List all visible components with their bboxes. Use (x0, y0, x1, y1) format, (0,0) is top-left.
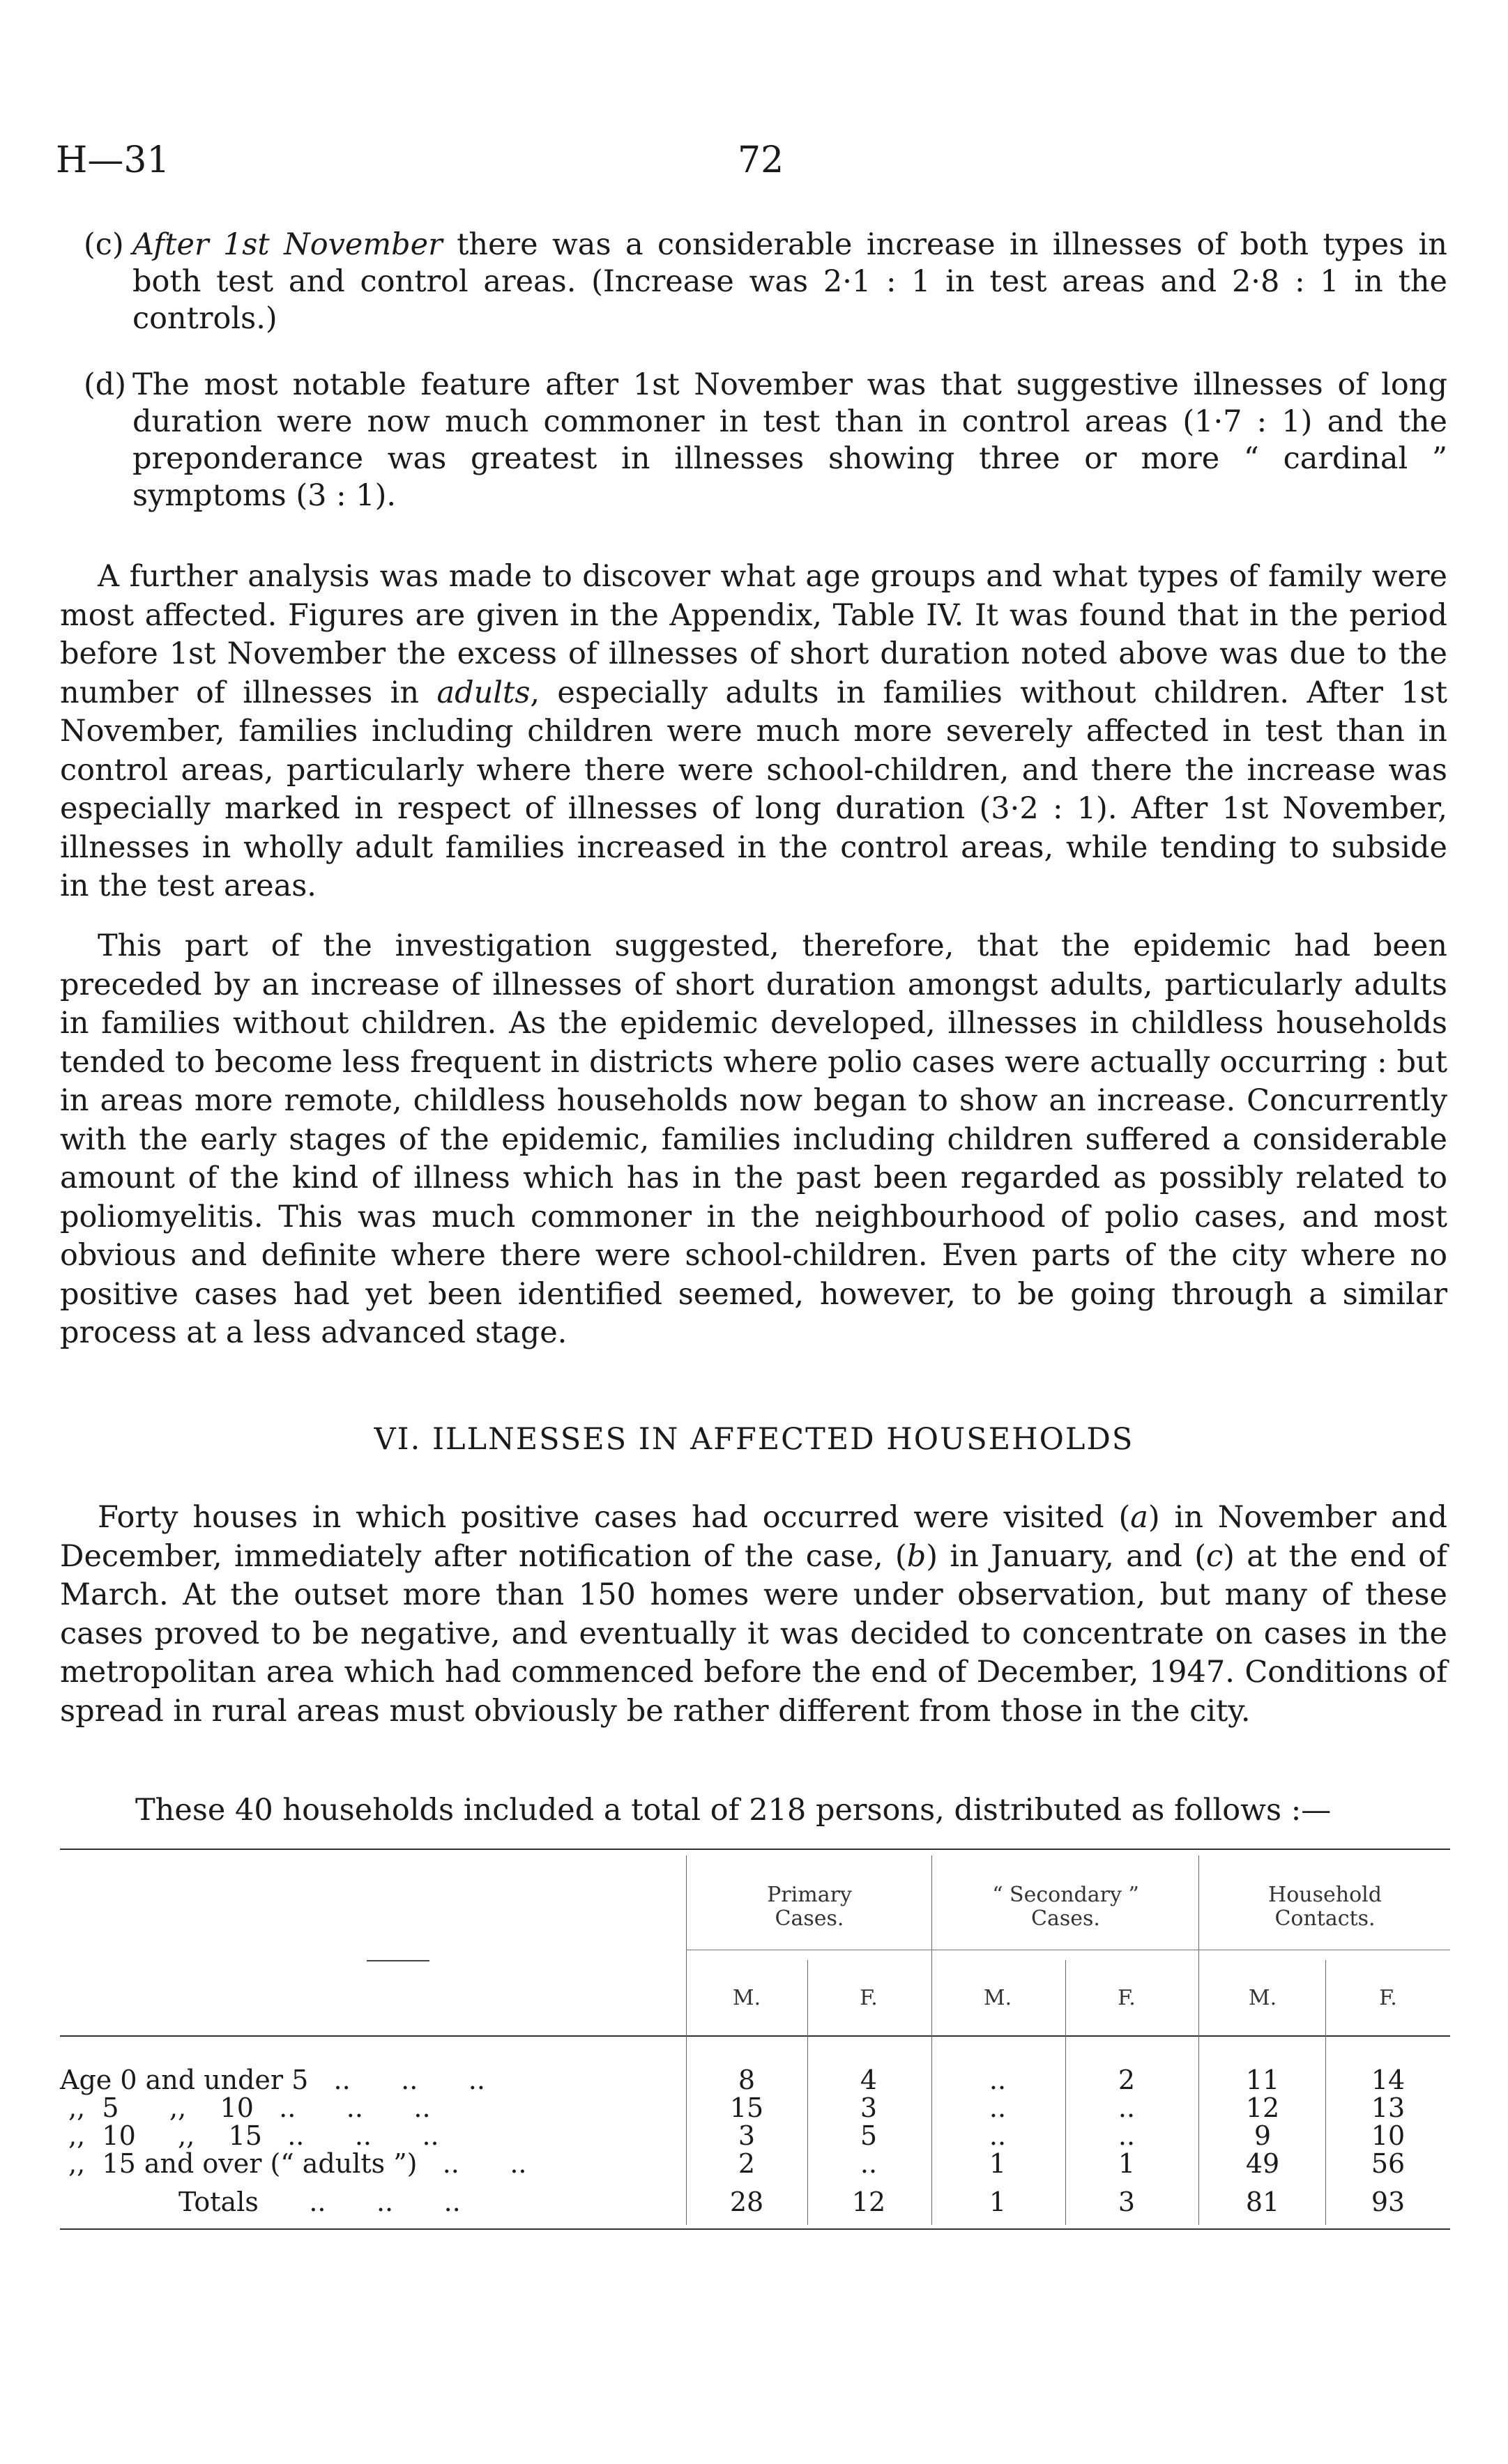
table-cell: .. (989, 2120, 1007, 2151)
group-line: Household (1268, 1883, 1382, 1907)
table-divider (686, 1855, 687, 2225)
table-cell: 5 (860, 2120, 878, 2151)
italic-letter: c (1206, 1538, 1224, 1574)
table-cell: .. (860, 2148, 878, 2179)
table-divider (807, 1960, 808, 2225)
group-line: “ Secondary ” (992, 1883, 1139, 1907)
totals-cell: 12 (851, 2187, 886, 2217)
table-cell: 12 (1245, 2092, 1280, 2123)
italic-letter: a (1130, 1500, 1148, 1535)
italic-letter: b (906, 1538, 927, 1574)
table-divider (1065, 1960, 1066, 2225)
table-cell: 1 (1118, 2148, 1136, 2179)
subhead: M. (983, 1986, 1012, 2010)
paragraph-text: ) in January, and ( (926, 1538, 1207, 1574)
list-item-d (84, 367, 1447, 514)
item-label: (c) (84, 227, 124, 262)
table-divider (1325, 1960, 1326, 2225)
paragraph-analysis (60, 558, 1447, 906)
totals-cell: 93 (1371, 2187, 1406, 2217)
table-cell: .. (1118, 2092, 1136, 2123)
table-cell: 2 (1118, 2065, 1136, 2095)
table-cell: .. (989, 2065, 1007, 2095)
table-cell: 3 (860, 2092, 878, 2123)
subhead: F. (860, 1986, 878, 2010)
section-code: H—31 (56, 139, 170, 181)
group-line: Contacts. (1274, 1906, 1376, 1931)
paragraph-text: ) at the end of March. At the outset more than 150 homes were under observation, but many of these cases proved to be negative, and eventually it was decided to concentrate on cases in the metropolitan area which had commenced before the end of December, 1947. Conditions of spread in rural areas must obviously be rather different from those in the city. (60, 1538, 1447, 1729)
totals-cell: 28 (729, 2187, 764, 2217)
totals-cell: 81 (1245, 2187, 1280, 2217)
group-header-secondary (933, 1883, 1198, 1931)
table-cell: 9 (1254, 2120, 1272, 2151)
table-cell: 3 (738, 2120, 756, 2151)
paragraph-distribution: These 40 households included a total of 218 persons, distributed as follows :— (135, 1793, 1332, 1828)
distribution-table (60, 1849, 1450, 2217)
table-cell: 14 (1371, 2065, 1406, 2095)
table-cell: 13 (1371, 2092, 1406, 2123)
row-label: Age 0 and under 5 .. .. .. (60, 2065, 485, 2095)
table-top-rule (60, 1849, 1450, 1850)
group-header-primary (687, 1883, 931, 1931)
table-cell: 1 (989, 2148, 1007, 2179)
subhead: F. (1118, 1986, 1136, 2010)
totals-cell: 3 (1118, 2187, 1136, 2217)
table-bottom-rule (60, 2228, 1450, 2230)
page-header (56, 139, 1450, 188)
group-line: Primary (767, 1883, 852, 1907)
table-cell: 2 (738, 2148, 756, 2179)
row-label: ,, 5 ,, 10 .. .. .. (60, 2092, 431, 2123)
paragraph-text: A further analysis was made to discover what age groups and what types of family were most affected. Figures are given in the Appendix, Table IV. It was found that in the period before 1st November the excess of illnesses of short duration noted above was due to the number of illnesses in (60, 559, 1447, 710)
table-cell: 56 (1371, 2148, 1406, 2179)
table-cell: 4 (860, 2065, 878, 2095)
row-label: ,, 10 ,, 15 .. .. .. (60, 2120, 439, 2151)
group-line: Cases. (775, 1906, 844, 1931)
italic-word: adults (436, 675, 531, 710)
table-cell: 49 (1245, 2148, 1280, 2179)
paragraph-households (60, 1499, 1447, 1731)
item-label: (d) (84, 367, 127, 402)
table-cell: 10 (1371, 2120, 1406, 2151)
row-label: ,, 15 and over (“ adults ”) .. .. (60, 2148, 527, 2179)
subhead: F. (1379, 1986, 1397, 2010)
paragraph-investigation: This part of the investigation suggested, therefore, that the epidemic had been preceded by an increase of illnesses of short duration amongst adults, particularly adults in families without children. As the epidemic developed, illnesses in childless households tended to become less frequent in districts where polio cases were actually occurring : but in areas more remote, childless households now began to show an increase. Concurrently with the early stages of the epidemic, families including children suffered a considerable amount of the kind of illness which has in the past been regarded as possibly related to poliomyelitis. This was much commoner in the neighbourhood of polio cases, and most obvious and definite where there were school-children. Even parts of the city where no positive cases had yet been identified seemed, however, to be going through a similar process at a less advanced stage. (60, 928, 1447, 1350)
list-item-c (84, 227, 1447, 337)
subhead: M. (732, 1986, 761, 2010)
paragraph-text: ) in November and December, immediately after notification of the case, ( (60, 1500, 1447, 1574)
italic-lead: After 1st November (132, 227, 443, 262)
table-cell: .. (1118, 2120, 1136, 2151)
group-line: Cases. (1031, 1906, 1100, 1931)
table-cell: 15 (729, 2092, 764, 2123)
item-text: The most notable feature after 1st November was that suggestive illnesses of long duration were now much commoner in test than in control areas (1·7 : 1) and the preponderance was greatest in illnesses showing three or more “ cardinal ” symptoms (3 : 1). (132, 367, 1447, 513)
table-divider (1198, 1855, 1199, 2225)
table-cell: 11 (1245, 2065, 1280, 2095)
table-header-rule (60, 2035, 1450, 2037)
totals-cell: 1 (989, 2187, 1007, 2217)
item-text: there was a considerable increase in illnesses of both types in both test and control areas. (Increase was 2·1 : 1 in test areas and 2·8 : 1 in the controls.) (132, 227, 1447, 336)
subhead: M. (1248, 1986, 1277, 2010)
paragraph-text: Forty houses in which positive cases had occurred were visited ( (98, 1500, 1131, 1535)
paragraph-text: , especially adults in families without children. After 1st November, families including children were much more severely affected in test than in control areas, particularly where there were school-children, and there the increase was especially marked in respect of illnesses of long duration (3·2 : 1). After 1st November, illnesses in wholly adult families increased in the control areas, while tending to subside in the test areas. (60, 675, 1447, 903)
stub-dash (367, 1960, 429, 1961)
section-heading: VI. ILLNESSES IN AFFECTED HOUSEHOLDS (374, 1422, 1134, 1457)
table-cell: 8 (738, 2065, 756, 2095)
group-header-household (1200, 1883, 1450, 1931)
page-number: 72 (738, 139, 784, 181)
table-divider (931, 1855, 932, 2225)
totals-label: Totals .. .. .. (178, 2187, 461, 2217)
table-cell: .. (989, 2092, 1007, 2123)
